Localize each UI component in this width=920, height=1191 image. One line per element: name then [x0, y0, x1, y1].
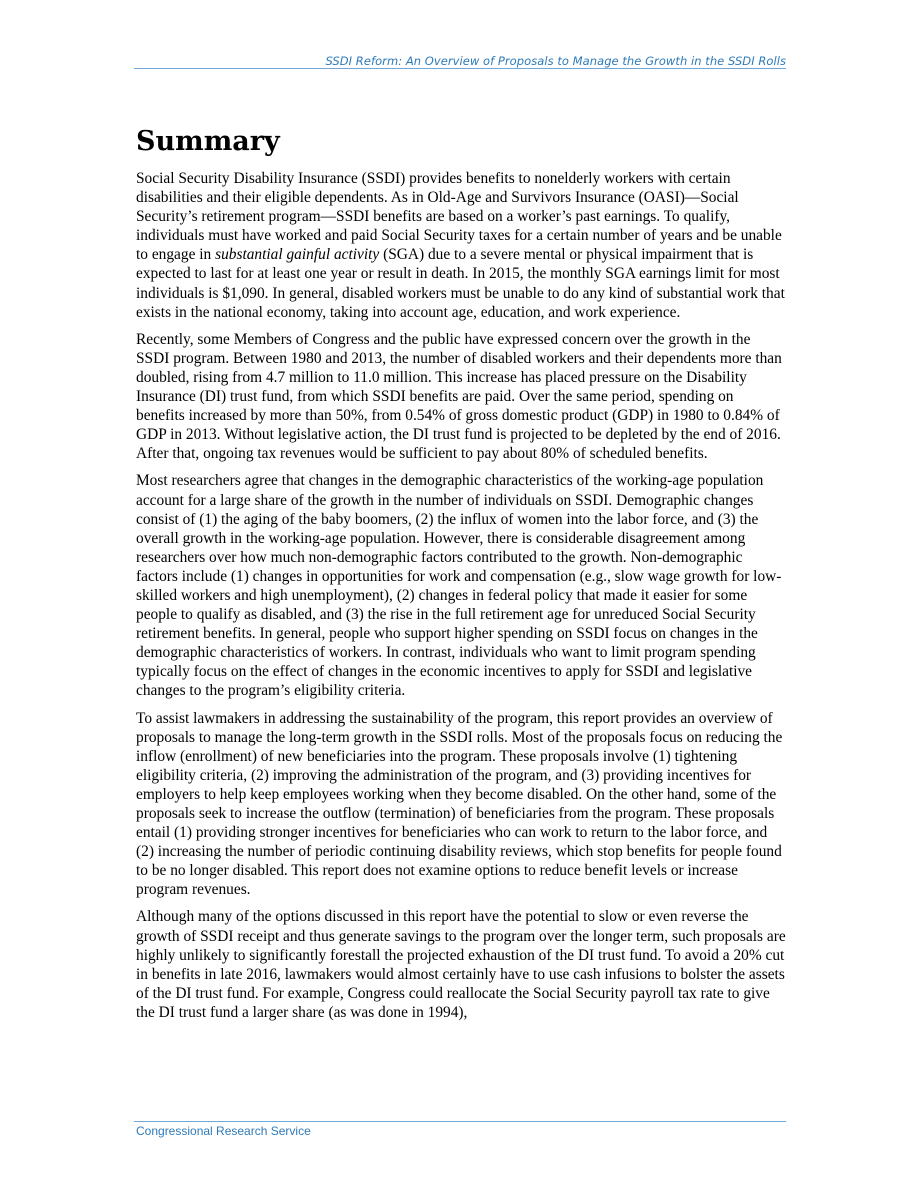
- summary-section: [136, 124, 786, 1030]
- paragraph-1: [136, 169, 786, 322]
- footer-source: Congressional Research Service: [136, 1124, 311, 1138]
- running-header-title: SSDI Reform: An Overview of Proposals to Manage the Growth in the SSDI Rolls: [325, 54, 786, 68]
- paragraph-5: Although many of the options discussed in this report have the potential to slow or even reverse the growth of SSDI receipt and thus generate savings to the program over the longer term, such proposals are highly unlikely to significantly forestall the projected exhaustion of the DI trust fund. To avoid a 20% cut in benefits in late 2016, lawmakers would almost certainly have to use cash infusions to bolster the assets of the DI trust fund. For example, Congress could reallocate the Social Security payroll tax rate to give the DI trust fund a larger share (as was done in 1994),: [136, 908, 786, 1021]
- paragraph-1-text-a: Social Security Disability Insurance (SSDI) provides benefits to nonelderly workers with certain disabilities and their eligible dependents. As in Old-Age and Survivors Insurance (OASI)—Social Security’s retirement program—SSDI benefits are based on a worker’s past earnings. To qualify, individuals must have worked and paid Social Security taxes for a certain number of years and be unable to engage in: [136, 170, 782, 264]
- page-title: Summary: [136, 126, 280, 157]
- paragraph-4: To assist lawmakers in addressing the sustainability of the program, this report provides an overview of proposals to manage the long-term growth in the SSDI rolls. Most of the proposals focus on reducing the inflow (enrollment) of new beneficiaries into the program. These proposals involve (1) tightening eligibility criteria, (2) improving the administration of the program, and (3) providing incentives for employers to help keep employees working when they become disabled. On the other hand, some of the proposals seek to increase the outflow (termination) of beneficiaries from the program. These proposals entail (1) providing stronger incentives for beneficiaries who can work to return to the labor force, and (2) increasing the number of periodic continuing disability reviews, which stop benefits for people found to be no longer disabled. This report does not examine options to reduce benefit levels or increase program revenues.: [136, 709, 783, 899]
- paragraph-3: Most researchers agree that changes in the demographic characteristics of the working-age population account for a large share of the growth in the number of individuals on SSDI. Demographic changes consist of (1) the aging of the baby boomers, (2) the influx of women into the labor force, and (3) the overall growth in the working-age population. However, there is considerable disagreement among researchers over how much non-demographic factors contributed to the growth. Non-demographic factors include (1) changes in opportunities for work and compensation (e.g., slow wage growth for low-skilled workers and high unemployment), (2) changes in federal policy that made it easier for some people to qualify as disabled, and (3) the rise in the full retirement age for unreduced Social Security retirement benefits. In general, people who support higher spending on SSDI focus on changes in the demographic characteristics of workers. In contrast, individuals who want to limit program spending typically focus on the effect of changes in the economic incentives to apply for SSDI and legislative changes to the program’s eligibility criteria.: [136, 472, 782, 700]
- paragraph-1-text-b: (SGA) due to a severe mental or physical impairment that is expected to last for at least one year or result in death. In 2015, the monthly SGA earnings limit for most individuals is $1,090. In general, disabled workers must be unable to do any kind of substantial work that exists in the national economy, taking into account age, education, and work experience.: [136, 246, 785, 321]
- paragraph-1-emphasis: substantial gainful activity: [215, 246, 380, 264]
- footer-rule: [134, 1121, 786, 1122]
- header-rule: [134, 68, 786, 69]
- paragraph-2: Recently, some Members of Congress and the public have expressed concern over the growth in the SSDI program. Between 1980 and 2013, the number of disabled workers and their dependents more than doubled, rising from 4.7 million to 11.0 million. This increase has placed pressure on the Disability Insurance (DI) trust fund, from which SSDI benefits are paid. Over the same period, spending on benefits increased by more than 50%, from 0.54% of gross domestic product (GDP) in 1980 to 0.84% of GDP in 2013. Without legislative action, the DI trust fund is projected to be depleted by the end of 2016. After that, ongoing tax revenues would be sufficient to pay about 80% of scheduled benefits.: [136, 330, 782, 463]
